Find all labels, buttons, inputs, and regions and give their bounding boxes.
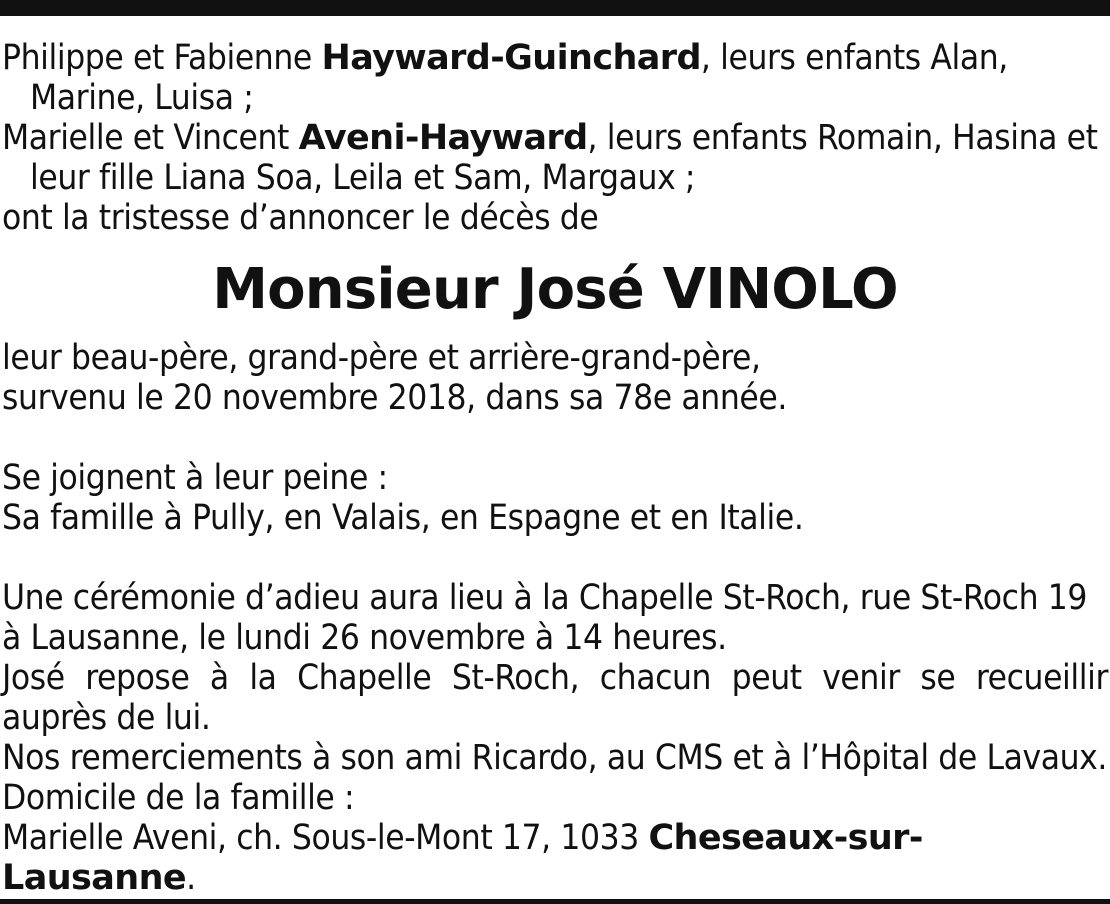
address-suffix: . [186, 858, 196, 898]
family-address [2, 818, 1108, 898]
family-name-aveni-hayward: Aveni-Hayward [298, 118, 588, 158]
death-notice [2, 38, 1108, 898]
family-line-2-suffix: , leurs enfants Romain, Hasina et leur fille Liana Soa, Leila et Sam, Margaux ; [30, 118, 1098, 198]
relation-line: leur beau-père, grand-père et arrière-grand-père, [2, 338, 761, 378]
family-line-aveni-hayward [2, 118, 1108, 198]
address-prefix: Marielle Aveni, ch. Sous-le-Mont 17, 1033 [2, 818, 649, 858]
grief-heading: Se joignent à leur peine : [2, 458, 388, 498]
visitation-line: José repose à la Chapelle St-Roch, chacun peut venir se recueillir auprès de lui. [2, 658, 1108, 738]
family-name-hayward-guinchard: Hayward-Guinchard [321, 38, 701, 78]
announcement-line: ont la tristesse d’annoncer le décès de [2, 198, 599, 238]
thanks-line: Nos remerciements à son ami Ricardo, au CMS et à l’Hôpital de Lavaux. [2, 738, 1107, 778]
domicile-heading: Domicile de la famille : [2, 778, 355, 818]
family-line-1-suffix: , leurs enfants Alan, Marine, Luisa ; [30, 38, 1008, 118]
address-city: Cheseaux-sur-Lausanne [2, 818, 923, 898]
spacer [2, 418, 1108, 458]
family-line-2-prefix: Marielle et Vincent [2, 118, 299, 158]
spacer [2, 538, 1108, 578]
ceremony-time-line: à Lausanne, le lundi 26 novembre à 14 heures. [2, 618, 727, 658]
family-line-hayward-guinchard [2, 38, 1108, 118]
deceased-name: Monsieur José VINOLO [212, 257, 898, 322]
date-line: survenu le 20 novembre 2018, dans sa 78e année. [2, 378, 787, 418]
grief-family-line: Sa famille à Pully, en Valais, en Espagne et en Italie. [2, 498, 804, 538]
bottom-rule [0, 899, 1110, 904]
top-rule [0, 0, 1110, 16]
ceremony-line: Une cérémonie d’adieu aura lieu à la Chapelle St-Roch, rue St-Roch 19 [2, 578, 1087, 618]
family-line-1-prefix: Philippe et Fabienne [2, 38, 322, 78]
